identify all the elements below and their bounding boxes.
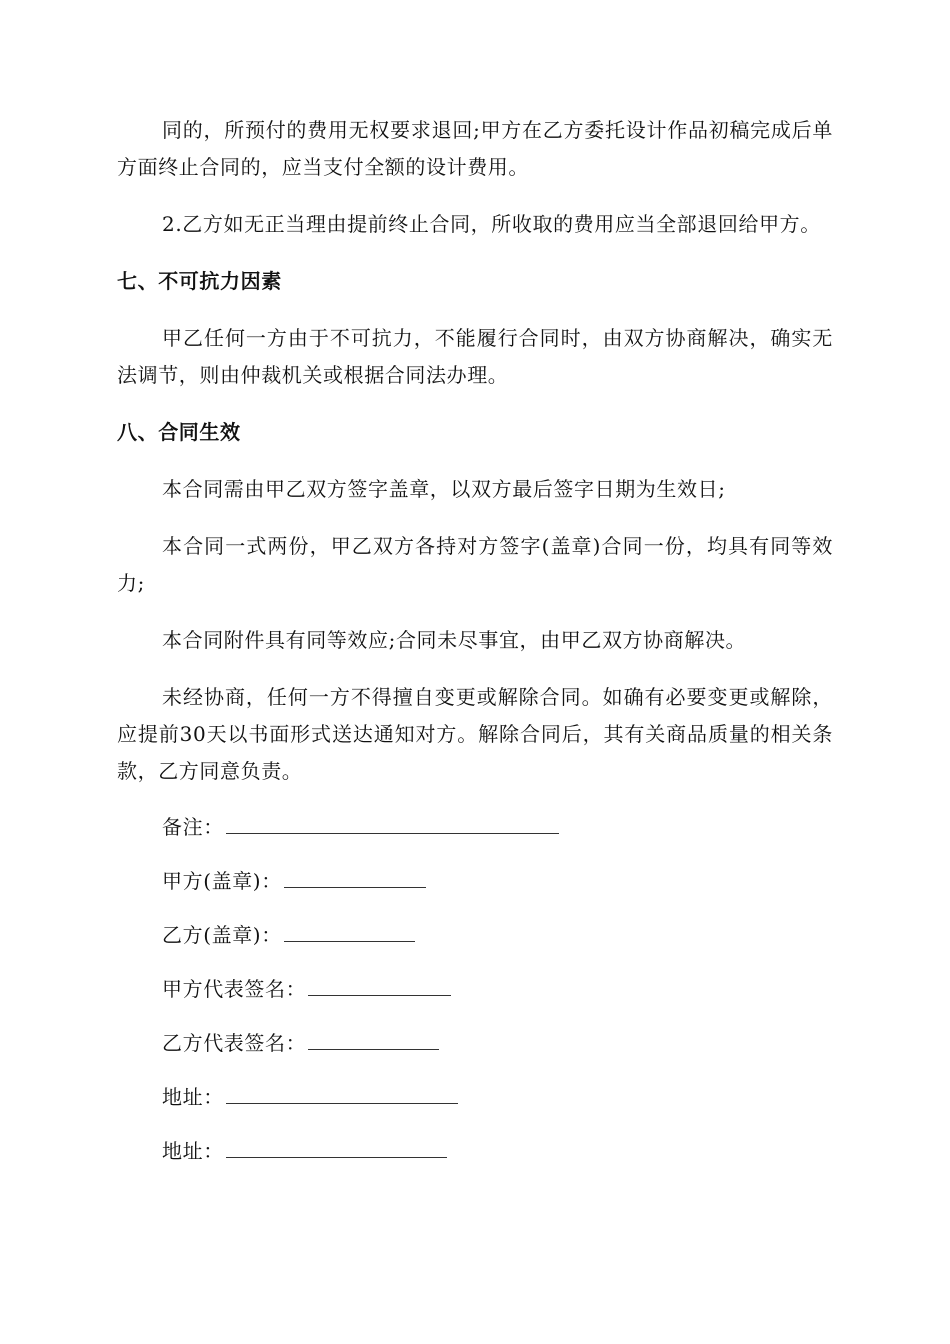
party-a-rep-field — [162, 972, 833, 1006]
paragraph-modification: 未经协商，任何一方不得擅自变更或解除合同。如确有必要变更或解除，应提前30天以书面形式送达通知对方。解除合同后，其有关商品质量的相关条款，乙方同意负责。 — [117, 685, 833, 783]
party-b-seal-label: 乙方(盖章)： — [162, 923, 282, 947]
paragraph-attachments: 本合同附件具有同等效应;合同未尽事宜，由甲乙双方协商解决。 — [162, 628, 747, 652]
party-b-rep-label: 乙方代表签名： — [162, 1031, 307, 1055]
party-a-rep-blank-line[interactable] — [308, 975, 451, 996]
address-label-2: 地址： — [162, 1139, 224, 1163]
party-b-seal-field — [162, 918, 833, 952]
party-a-seal-field — [162, 864, 833, 898]
notes-label: 备注： — [162, 815, 224, 839]
heading-contract-effect: 八、合同生效 — [117, 420, 241, 444]
address-blank-line-1[interactable] — [226, 1083, 458, 1104]
paragraph-force-majeure: 甲乙任何一方由于不可抗力，不能履行合同时，由双方协商解决，确实无法调节，则由仲裁机关或根据合同法办理。 — [117, 326, 833, 387]
paragraph-termination-fees: 同的，所预付的费用无权要求退回;甲方在乙方委托设计作品初稿完成后单方面终止合同的，应当支付全额的设计费用。 — [117, 118, 833, 179]
address-field-1 — [162, 1080, 833, 1114]
party-b-seal-blank-line[interactable] — [284, 921, 415, 942]
document-page — [117, 112, 833, 1188]
paragraph-effective-date: 本合同需由甲乙双方签字盖章，以双方最后签字日期为生效日; — [162, 477, 726, 501]
paragraph-copies: 本合同一式两份，甲乙双方各持对方签字(盖章)合同一份，均具有同等效力; — [117, 534, 833, 595]
heading-force-majeure: 七、不可抗力因素 — [117, 269, 282, 293]
party-a-seal-label: 甲方(盖章)： — [162, 869, 282, 893]
party-a-seal-blank-line[interactable] — [284, 867, 426, 888]
party-a-rep-label: 甲方代表签名： — [162, 977, 307, 1001]
address-blank-line-2[interactable] — [226, 1137, 447, 1158]
party-b-rep-blank-line[interactable] — [308, 1029, 439, 1050]
paragraph-refund-clause: 2.乙方如无正当理由提前终止合同，所收取的费用应当全部退回给甲方。 — [162, 212, 821, 236]
address-label-1: 地址： — [162, 1085, 224, 1109]
address-field-2 — [162, 1134, 833, 1168]
party-b-rep-field — [162, 1026, 833, 1060]
notes-field — [162, 810, 833, 844]
notes-blank-line[interactable] — [226, 813, 559, 834]
